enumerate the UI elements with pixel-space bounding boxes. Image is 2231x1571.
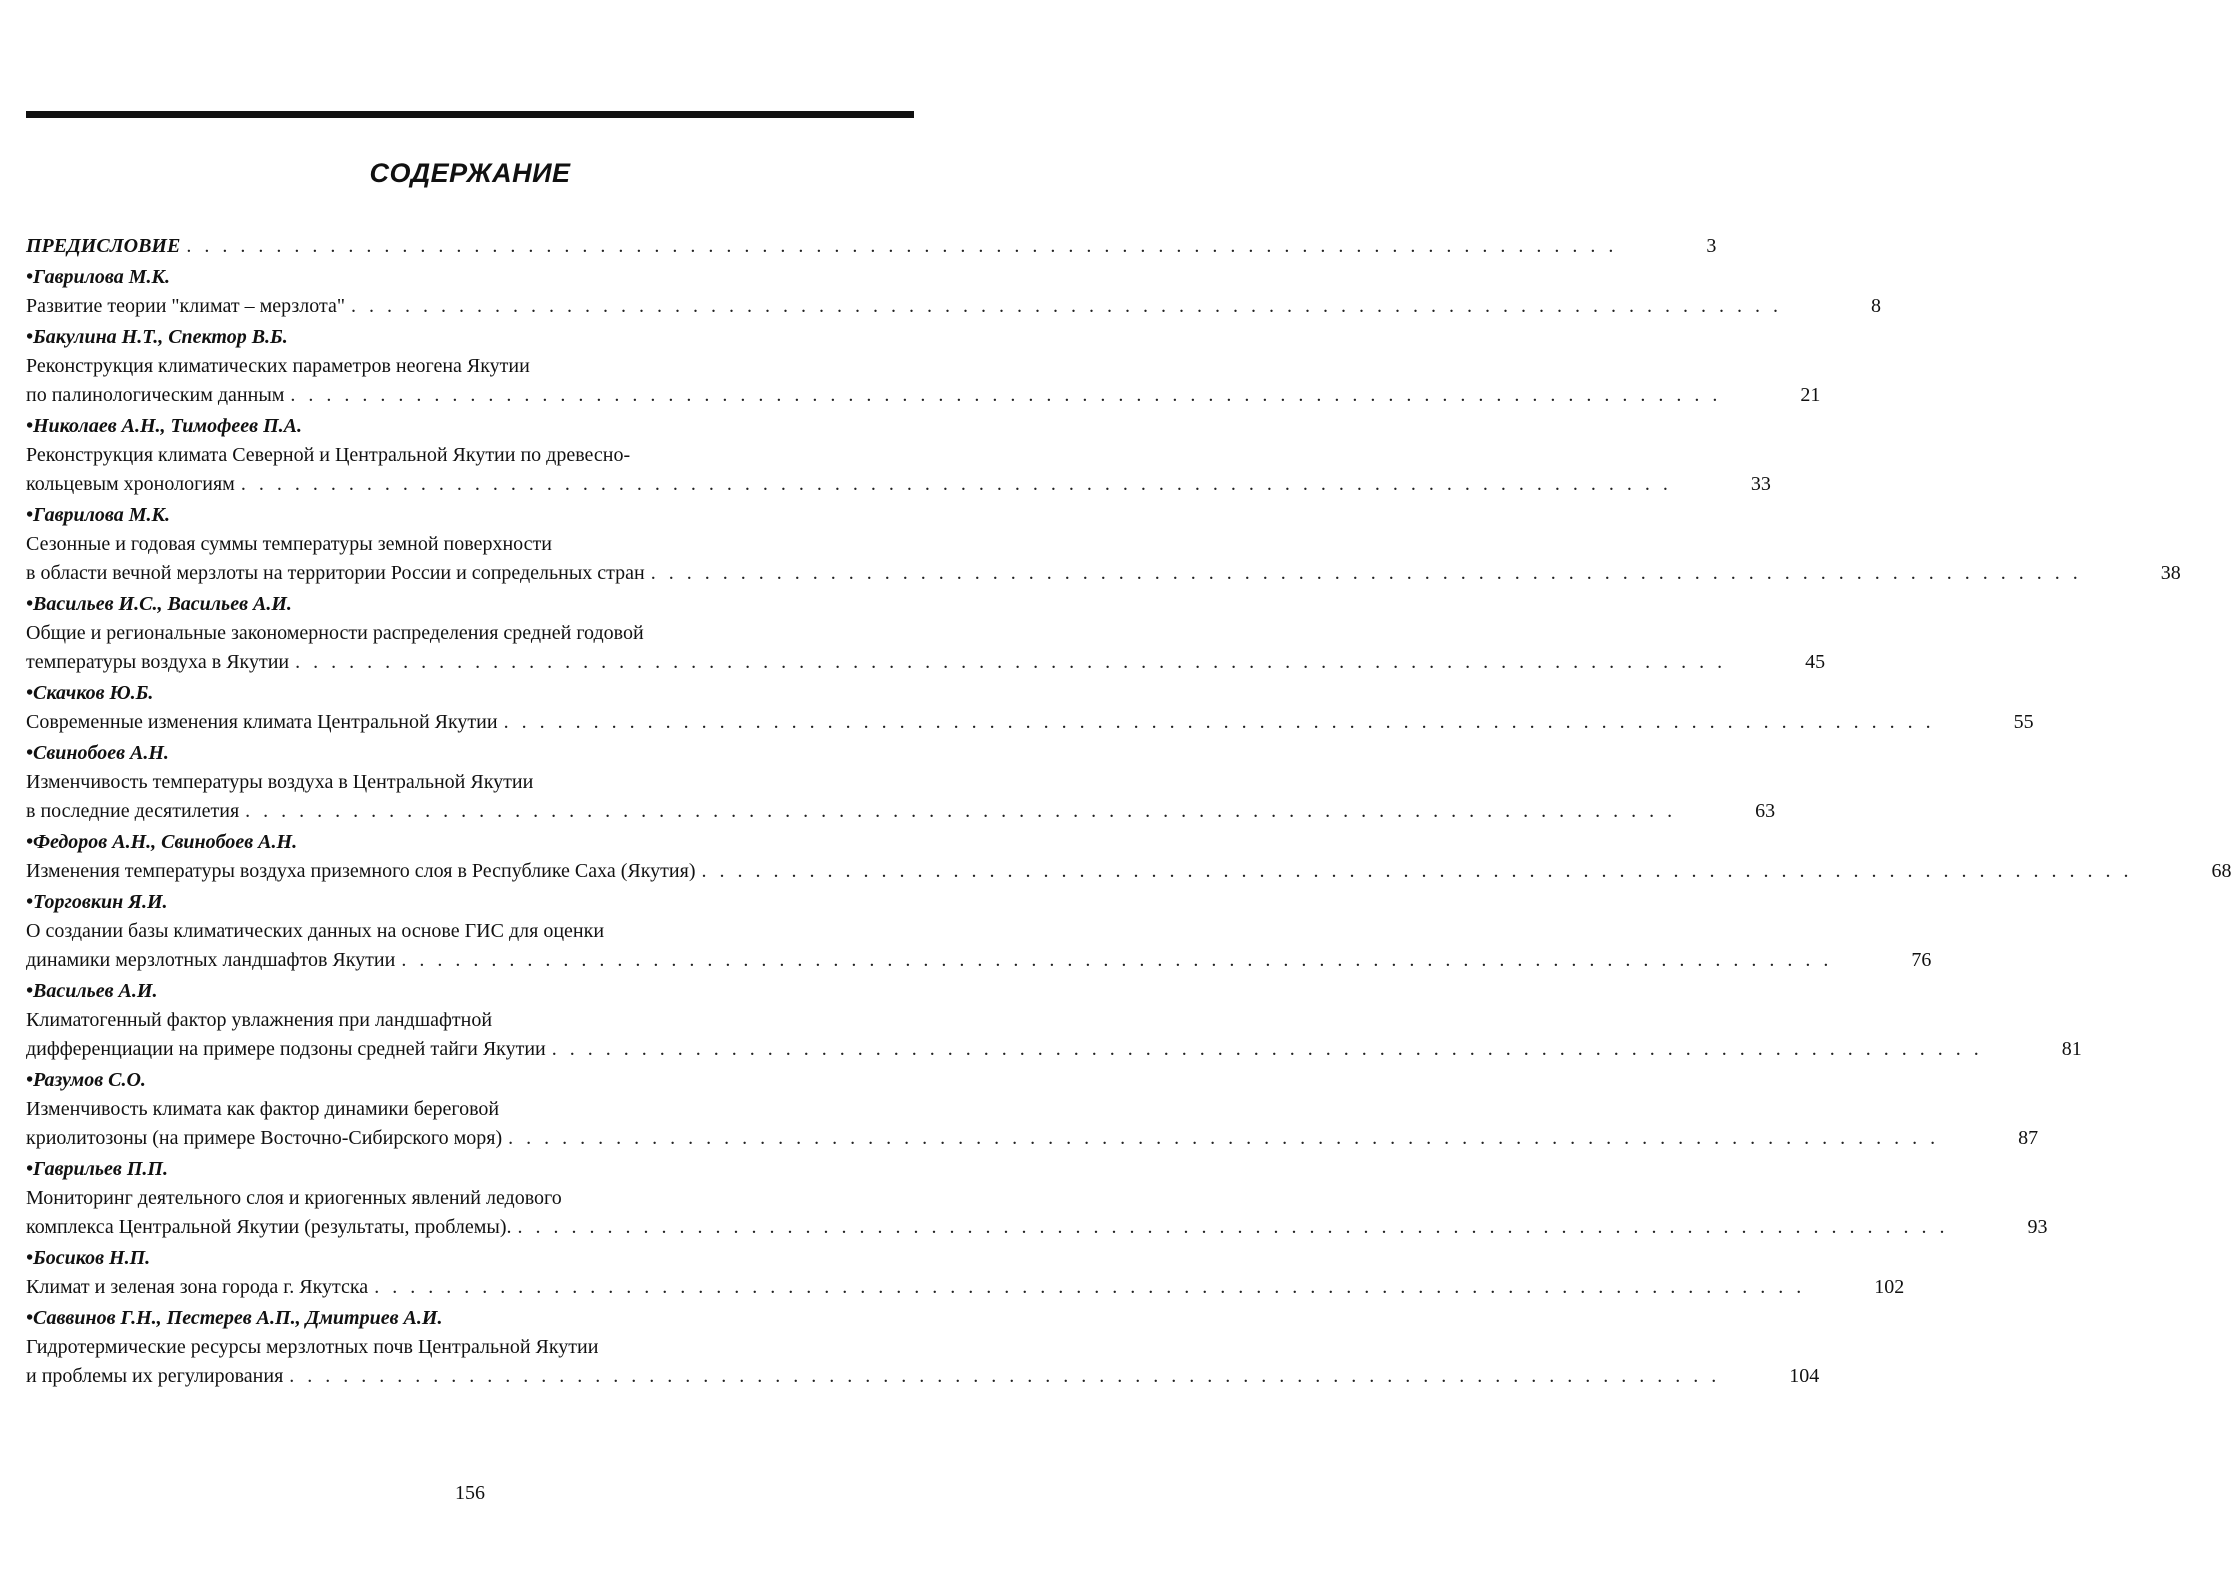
entry-title-line: Изменчивость климата как фактор динамики береговой: [26, 1098, 500, 1120]
leader-dots: ................................................................................: [290, 384, 1731, 406]
entry-title-last-line: [26, 559, 2181, 588]
entry-title-last-line: [26, 1213, 2048, 1242]
entry-title-text: в области вечной мерзлоты на территории России и сопредельных стран: [26, 562, 645, 584]
leader-dots: ................................................................................: [503, 711, 1944, 733]
entry-page-number: 21: [1800, 384, 1821, 406]
entry-title-text: дифференциации на примере подзоны средней тайги Якутии: [26, 1038, 546, 1060]
entry-page-number: 63: [1755, 800, 1776, 822]
page-number: 156: [455, 1482, 485, 1504]
entry-title-text: в последние десятилетия: [26, 800, 240, 822]
leader-dots: ................................................................................: [517, 1216, 1958, 1238]
leader-dots: ................................................................................: [351, 295, 1791, 317]
entry-page-number: 104: [1789, 1365, 1820, 1387]
entry-title-last-line: [26, 1035, 2082, 1064]
entry-title-line: Гидротермические ресурсы мерзлотных почв Центральной Якутии: [26, 1336, 599, 1358]
leader-dots: ................................................................................: [701, 860, 2142, 882]
entry-author: •Васильев А.И.: [26, 980, 158, 1002]
entry-title-text: комплекса Центральной Якутии (результаты, проблемы).: [26, 1216, 512, 1238]
entry-title-last-line: [26, 1362, 1820, 1391]
toc-entry[interactable]: [26, 678, 2034, 737]
entry-title-line: О создании базы климатических данных на основе ГИС для оценки: [26, 920, 605, 942]
entry-title-last-line: [26, 1273, 1905, 1302]
leader-dots: ................................................................................: [650, 562, 2091, 584]
entry-title-text: криолитозоны (на примере Восточно-Сибирского моря): [26, 1127, 503, 1149]
entry-title-text: Изменения температуры воздуха приземного слоя в Республике Саха (Якутия): [26, 860, 696, 882]
toc-entry[interactable]: [26, 322, 1821, 410]
entry-title-text: Климат и зеленая зона города г. Якутска: [26, 1276, 369, 1298]
entry-title-last-line: [26, 648, 1826, 677]
entry-title-last-line: [26, 381, 1821, 410]
leader-dots: ................................................................................: [186, 235, 1627, 257]
preface-page: 3: [1706, 235, 1717, 257]
leader-dots: ................................................................................: [551, 1038, 1992, 1060]
leader-dots: ................................................................................: [401, 949, 1842, 971]
entry-title-last-line: [26, 470, 1771, 499]
leader-dots: ................................................................................: [289, 1365, 1730, 1387]
entry-title-text: Развитие теории "климат – мерзлота": [26, 295, 345, 317]
entry-page-number: 81: [2061, 1038, 2082, 1060]
toc-entry[interactable]: [26, 827, 2231, 886]
entry-title-last-line: [26, 946, 1932, 975]
entry-author: •Саввинов Г.Н., Пестерев А.П., Дмитриев А.И.: [26, 1307, 443, 1329]
entry-page-number: 87: [2018, 1127, 2039, 1149]
toc-entry[interactable]: [26, 887, 1932, 975]
toc-entry[interactable]: [26, 738, 1776, 826]
top-rule: [26, 111, 914, 118]
entry-author: •Васильев И.С., Васильев А.И.: [26, 593, 292, 615]
entry-title-last-line: [26, 708, 2034, 737]
entry-title-line: Общие и региональные закономерности распределения средней годовой: [26, 622, 644, 644]
entry-page-number: 8: [1871, 295, 1881, 317]
entry-page-number: 33: [1750, 473, 1771, 495]
entry-author: •Гаврильев П.П.: [26, 1158, 168, 1180]
entry-author: •Бакулина Н.Т., Спектор В.Б.: [26, 326, 288, 348]
entry-author: •Николаев А.Н., Тимофеев П.А.: [26, 415, 302, 437]
entry-title-last-line: [26, 292, 1881, 321]
entry-title-text: динамики мерзлотных ландшафтов Якутии: [26, 949, 396, 971]
entry-author: •Свинобоев А.Н.: [26, 742, 169, 764]
entry-page-number: 76: [1911, 949, 1932, 971]
entry-page-number: 55: [2013, 711, 2034, 733]
leader-dots: ................................................................................: [240, 473, 1681, 495]
entry-title-text: Современные изменения климата Центральной Якутии: [26, 711, 498, 733]
toc-entry[interactable]: [26, 589, 1826, 677]
entry-title-line: Мониторинг деятельного слоя и криогенных явлений ледового: [26, 1187, 562, 1209]
entry-title-text: кольцевым хронологиям: [26, 473, 235, 495]
preface-row[interactable]: [26, 232, 1717, 261]
entry-title-line: Сезонные и годовая суммы температуры земной поверхности: [26, 533, 552, 555]
entry-title-text: и проблемы их регулирования: [26, 1365, 284, 1387]
entry-page-number: 38: [2160, 562, 2181, 584]
toc-entry[interactable]: [26, 1065, 2039, 1153]
entry-title-last-line: [26, 857, 2231, 886]
leader-dots: ................................................................................: [295, 651, 1736, 673]
entry-author: •Скачков Ю.Б.: [26, 682, 154, 704]
entry-title-line: Реконструкция климата Северной и Центральной Якутии по древесно-: [26, 444, 631, 466]
entry-title-line: Климатогенный фактор увлажнения при ландшафтной: [26, 1009, 493, 1031]
entry-title-last-line: [26, 797, 1776, 826]
leader-dots: ................................................................................: [508, 1127, 1949, 1149]
toc-entry[interactable]: [26, 1154, 2048, 1242]
entry-title-text: по палинологическим данным: [26, 384, 285, 406]
entry-title-last-line: [26, 1124, 2039, 1153]
entry-page-number: 93: [2027, 1216, 2048, 1238]
entry-page-number: 68: [2211, 860, 2231, 882]
leader-dots: ................................................................................: [245, 800, 1686, 822]
entry-author: •Гаврилова М.К.: [26, 504, 171, 526]
page-title: СОДЕРЖАНИЕ: [369, 158, 571, 188]
toc-entry[interactable]: [26, 262, 1881, 321]
entry-author: •Разумов С.О.: [26, 1069, 146, 1091]
entry-page-number: 45: [1805, 651, 1826, 673]
toc-entry[interactable]: [26, 411, 1771, 499]
table-of-contents: [26, 232, 2231, 1391]
toc-entry[interactable]: [26, 1243, 1905, 1302]
preface-label: ПРЕДИСЛОВИЕ: [26, 235, 181, 257]
entry-author: •Гаврилова М.К.: [26, 266, 171, 288]
entry-author: •Федоров А.Н., Свинобоев А.Н.: [26, 831, 298, 853]
toc-entry[interactable]: [26, 1303, 1820, 1391]
entry-author: •Торговкин Я.И.: [26, 891, 168, 913]
entry-title-text: температуры воздуха в Якутии: [26, 651, 290, 673]
toc-entry[interactable]: [26, 976, 2082, 1064]
entry-title-line: Реконструкция климатических параметров неогена Якутии: [26, 355, 530, 377]
entry-page-number: 102: [1874, 1276, 1905, 1298]
entry-author: •Босиков Н.П.: [26, 1247, 151, 1269]
entry-title-line: Изменчивость температуры воздуха в Центральной Якутии: [26, 771, 534, 793]
leader-dots: ................................................................................: [374, 1276, 1815, 1298]
toc-entry[interactable]: [26, 500, 2181, 588]
